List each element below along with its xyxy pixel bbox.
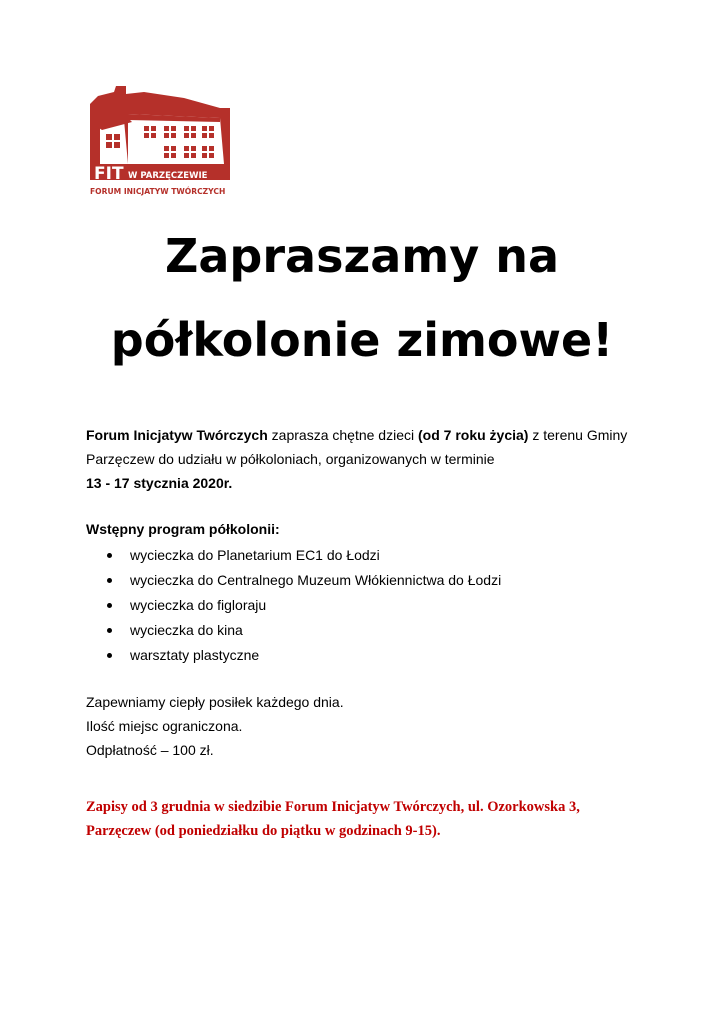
intro-org: Forum Inicjatyw Twórczych — [86, 427, 268, 443]
bullet-icon — [107, 578, 112, 583]
bullet-icon — [107, 603, 112, 608]
fee-info: Odpłatność – 100 zł. — [86, 742, 214, 758]
list-item-label: warsztaty plastyczne — [130, 647, 260, 663]
fit-logo — [84, 86, 236, 198]
program-title: Wstępny program półkolonii: — [86, 521, 280, 537]
intro-text-2: z terenu Gminy Parzęczew do udziału w półkoloniach, organizowanych w terminie — [86, 427, 628, 467]
svg-text:W PARZĘCZEWIE: W PARZĘCZEWIE — [128, 171, 208, 181]
info-section — [86, 690, 646, 762]
list-item-label: wycieczka do figloraju — [130, 597, 267, 613]
intro-age: (od 7 roku życia) — [417, 427, 529, 443]
intro-dates: 13 - 17 stycznia 2020r. — [86, 475, 233, 491]
title-line-1: Zapraszamy na — [165, 229, 559, 283]
list-item — [86, 593, 646, 618]
intro-paragraph — [86, 423, 646, 495]
list-item-label: wycieczka do kina — [130, 622, 243, 638]
list-item — [86, 568, 646, 593]
intro-text-1: zaprasza chętne dzieci — [267, 427, 418, 443]
svg-text:FIT: FIT — [94, 164, 124, 184]
svg-text:FORUM INICJATYW TWÓRCZYCH: FORUM INICJATYW TWÓRCZYCH — [90, 187, 226, 196]
list-item — [86, 643, 646, 668]
building-logo-icon — [84, 86, 236, 198]
bullet-icon — [107, 553, 112, 558]
program-section — [86, 517, 646, 668]
bullet-icon — [107, 628, 112, 633]
meal-info: Zapewniamy ciepły posiłek każdego dnia. — [86, 694, 344, 710]
title-line-2: półkolonie zimowe! — [110, 313, 614, 367]
signup-notice: Zapisy od 3 grudnia w siedzibie Forum Inicjatyw Twórczych, ul. Ozorkowska 3, Parzęczew (od poniedziałku do piątku w godzinach 9-15). — [86, 799, 580, 839]
list-item — [86, 618, 646, 643]
list-item-label: wycieczka do Planetarium EC1 do Łodzi — [130, 547, 380, 563]
list-item — [86, 543, 646, 568]
program-list — [86, 543, 646, 668]
list-item-label: wycieczka do Centralnego Muzeum Włókiennictwa do Łodzi — [130, 572, 502, 588]
page-title — [0, 214, 724, 382]
places-info: Ilość miejsc ograniczona. — [86, 718, 243, 734]
bullet-icon — [107, 653, 112, 658]
